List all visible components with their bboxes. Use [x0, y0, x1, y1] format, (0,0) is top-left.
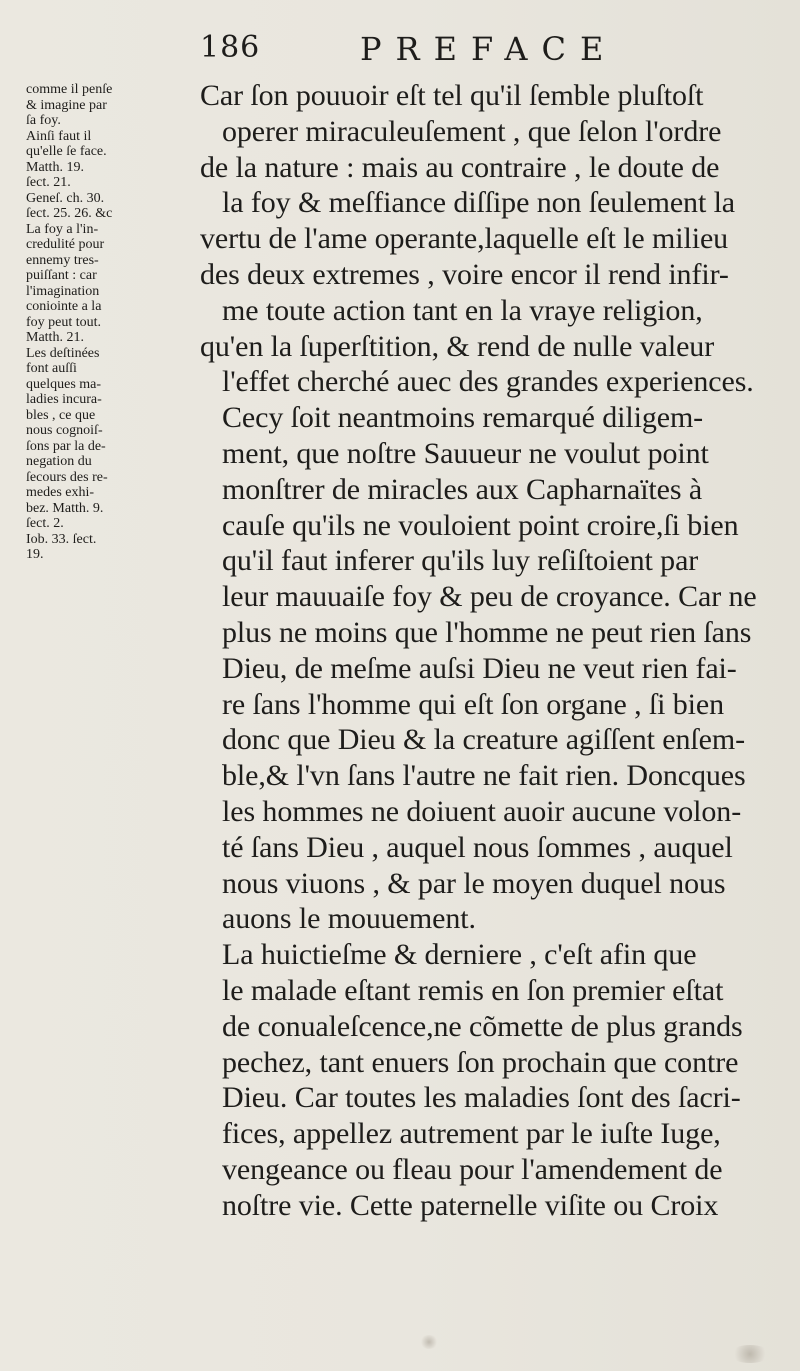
body-line: de la nature : mais au contraire , le doute de: [200, 150, 720, 184]
body-line: La huictieſme & derniere , c'eſt afin que: [222, 938, 697, 972]
margin-note-line: quelques ma-: [26, 376, 102, 392]
margin-note-line: medes exhi-: [26, 485, 95, 500]
margin-note-line: & imagine par: [26, 97, 107, 113]
body-line: de conualeſcence,ne cõmette de plus grands: [222, 1009, 743, 1043]
margin-note-line: ſect. 25. 26. &c: [26, 206, 113, 221]
margin-note-line: negation du: [26, 454, 92, 469]
margin-note-line: Les deſtinées: [26, 345, 100, 361]
body-line: vertu de l'ame operante,laquelle eſt le milieu: [200, 222, 729, 256]
body-line: plus ne moins que l'homme ne peut rien ſans: [222, 615, 752, 649]
body-line: leur mauuaiſe foy & peu de croyance. Car ne: [222, 580, 757, 614]
margin-note-line: La foy a l'in-: [26, 221, 99, 237]
body-line: Dieu. Car toutes les maladies ſont des ſacri-: [222, 1081, 741, 1115]
running-title: PREFACE: [360, 30, 618, 68]
margin-note-line: puiſſant : car: [26, 268, 97, 283]
body-line: l'effet cherché auec des grandes experiences.: [222, 365, 754, 399]
body-line: ment, que noſtre Sauueur ne voulut point: [222, 436, 709, 470]
body-line: pechez, tant enuers ſon prochain que contre: [222, 1045, 739, 1079]
margin-note-line: Matth. 19.: [26, 159, 84, 175]
margin-note-line: qu'elle ſe face.: [26, 144, 107, 159]
margin-note-line: ſecours des re-: [26, 469, 108, 485]
body-line: Car ſon pouuoir eſt tel qu'il ſemble pluſtoſt: [200, 79, 704, 112]
running-head: [200, 30, 660, 74]
margin-note-line: l'imagination: [26, 283, 100, 299]
body-line: noſtre vie. Cette paternelle viſite ou Croix: [222, 1188, 719, 1222]
margin-note-line: credulité pour: [26, 237, 105, 252]
margin-note-line: Iob. 33. ſect.: [26, 531, 97, 547]
margin-note-line: font auſſi: [26, 361, 77, 376]
body-line: la foy & meſfiance diſſipe non ſeulement la: [222, 186, 736, 220]
margin-note-line: Matth. 21.: [26, 330, 84, 345]
margin-note-line: 19.: [26, 547, 44, 562]
body-line: me toute action tant en la vraye religion,: [222, 293, 703, 327]
margin-note-line: bles , ce que: [26, 407, 96, 423]
body-line: Dieu, de meſme auſsi Dieu ne veut rien fai-: [222, 651, 737, 685]
margin-note-line: Geneſ. ch. 30.: [26, 190, 105, 206]
margin-note-line: Ainſi faut il: [26, 128, 92, 144]
page-number: 186: [200, 30, 261, 65]
margin-note-line: ennemy tres-: [26, 252, 99, 268]
margin-note-line: coniointe a la: [26, 299, 102, 314]
body-line: Cecy ſoit neantmoins remarqué diligem-: [222, 401, 704, 435]
body-line: des deux extremes , voire encor il rend infir-: [200, 257, 729, 291]
paper-stain: [730, 1345, 770, 1363]
body-line: le malade eſtant remis en ſon premier eſtat: [222, 973, 724, 1007]
body-line: vengeance ou fleau pour l'amendement de: [222, 1152, 723, 1186]
paper-stain: [420, 1335, 438, 1349]
margin-note-line: ſons par la de-: [26, 438, 106, 454]
body-line: nous viuons , & par le moyen duquel nous: [222, 866, 726, 900]
main-text: [200, 78, 790, 1224]
body-line: qu'en la ſuperſtition, & rend de nulle valeur: [200, 329, 715, 363]
margin-note-line: nous cognoiſ-: [26, 423, 103, 438]
margin-note-line: bez. Matth. 9.: [26, 500, 104, 516]
body-line: cauſe qu'ils ne vouloient point croire,ſi bien: [222, 508, 739, 542]
margin-note-line: ſa foy.: [26, 113, 61, 128]
body-line: operer miraculeuſement , que ſelon l'ordre: [222, 114, 722, 148]
body-line: fices, appellez autrement par le iuſte Iuge,: [222, 1117, 721, 1151]
margin-note-line: ſect. 2.: [26, 516, 64, 531]
body-line: ble,& l'vn ſans l'autre ne fait rien. Doncques: [222, 759, 746, 793]
margin-note-line: ladies incura-: [26, 392, 102, 407]
body-line: monſtrer de miracles aux Capharnaïtes à: [222, 472, 703, 506]
body-line: donc que Dieu & la creature agiſſent enſem-: [222, 723, 745, 757]
margin-notes: [26, 82, 222, 563]
body-line: té ſans Dieu , auquel nous ſommes , auquel: [222, 830, 733, 864]
body-line: auons le mouuement.: [222, 902, 476, 936]
margin-note-line: ſect. 21.: [26, 175, 71, 190]
margin-note-line: comme il penſe: [26, 82, 113, 97]
body-line: qu'il faut inferer qu'ils luy reſiſtoient par: [222, 544, 699, 578]
body-line: re ſans l'homme qui eſt ſon organe , ſi bien: [222, 687, 725, 721]
body-line: les hommes ne doiuent auoir aucune volon-: [222, 794, 742, 828]
margin-note-line: foy peut tout.: [26, 314, 102, 330]
